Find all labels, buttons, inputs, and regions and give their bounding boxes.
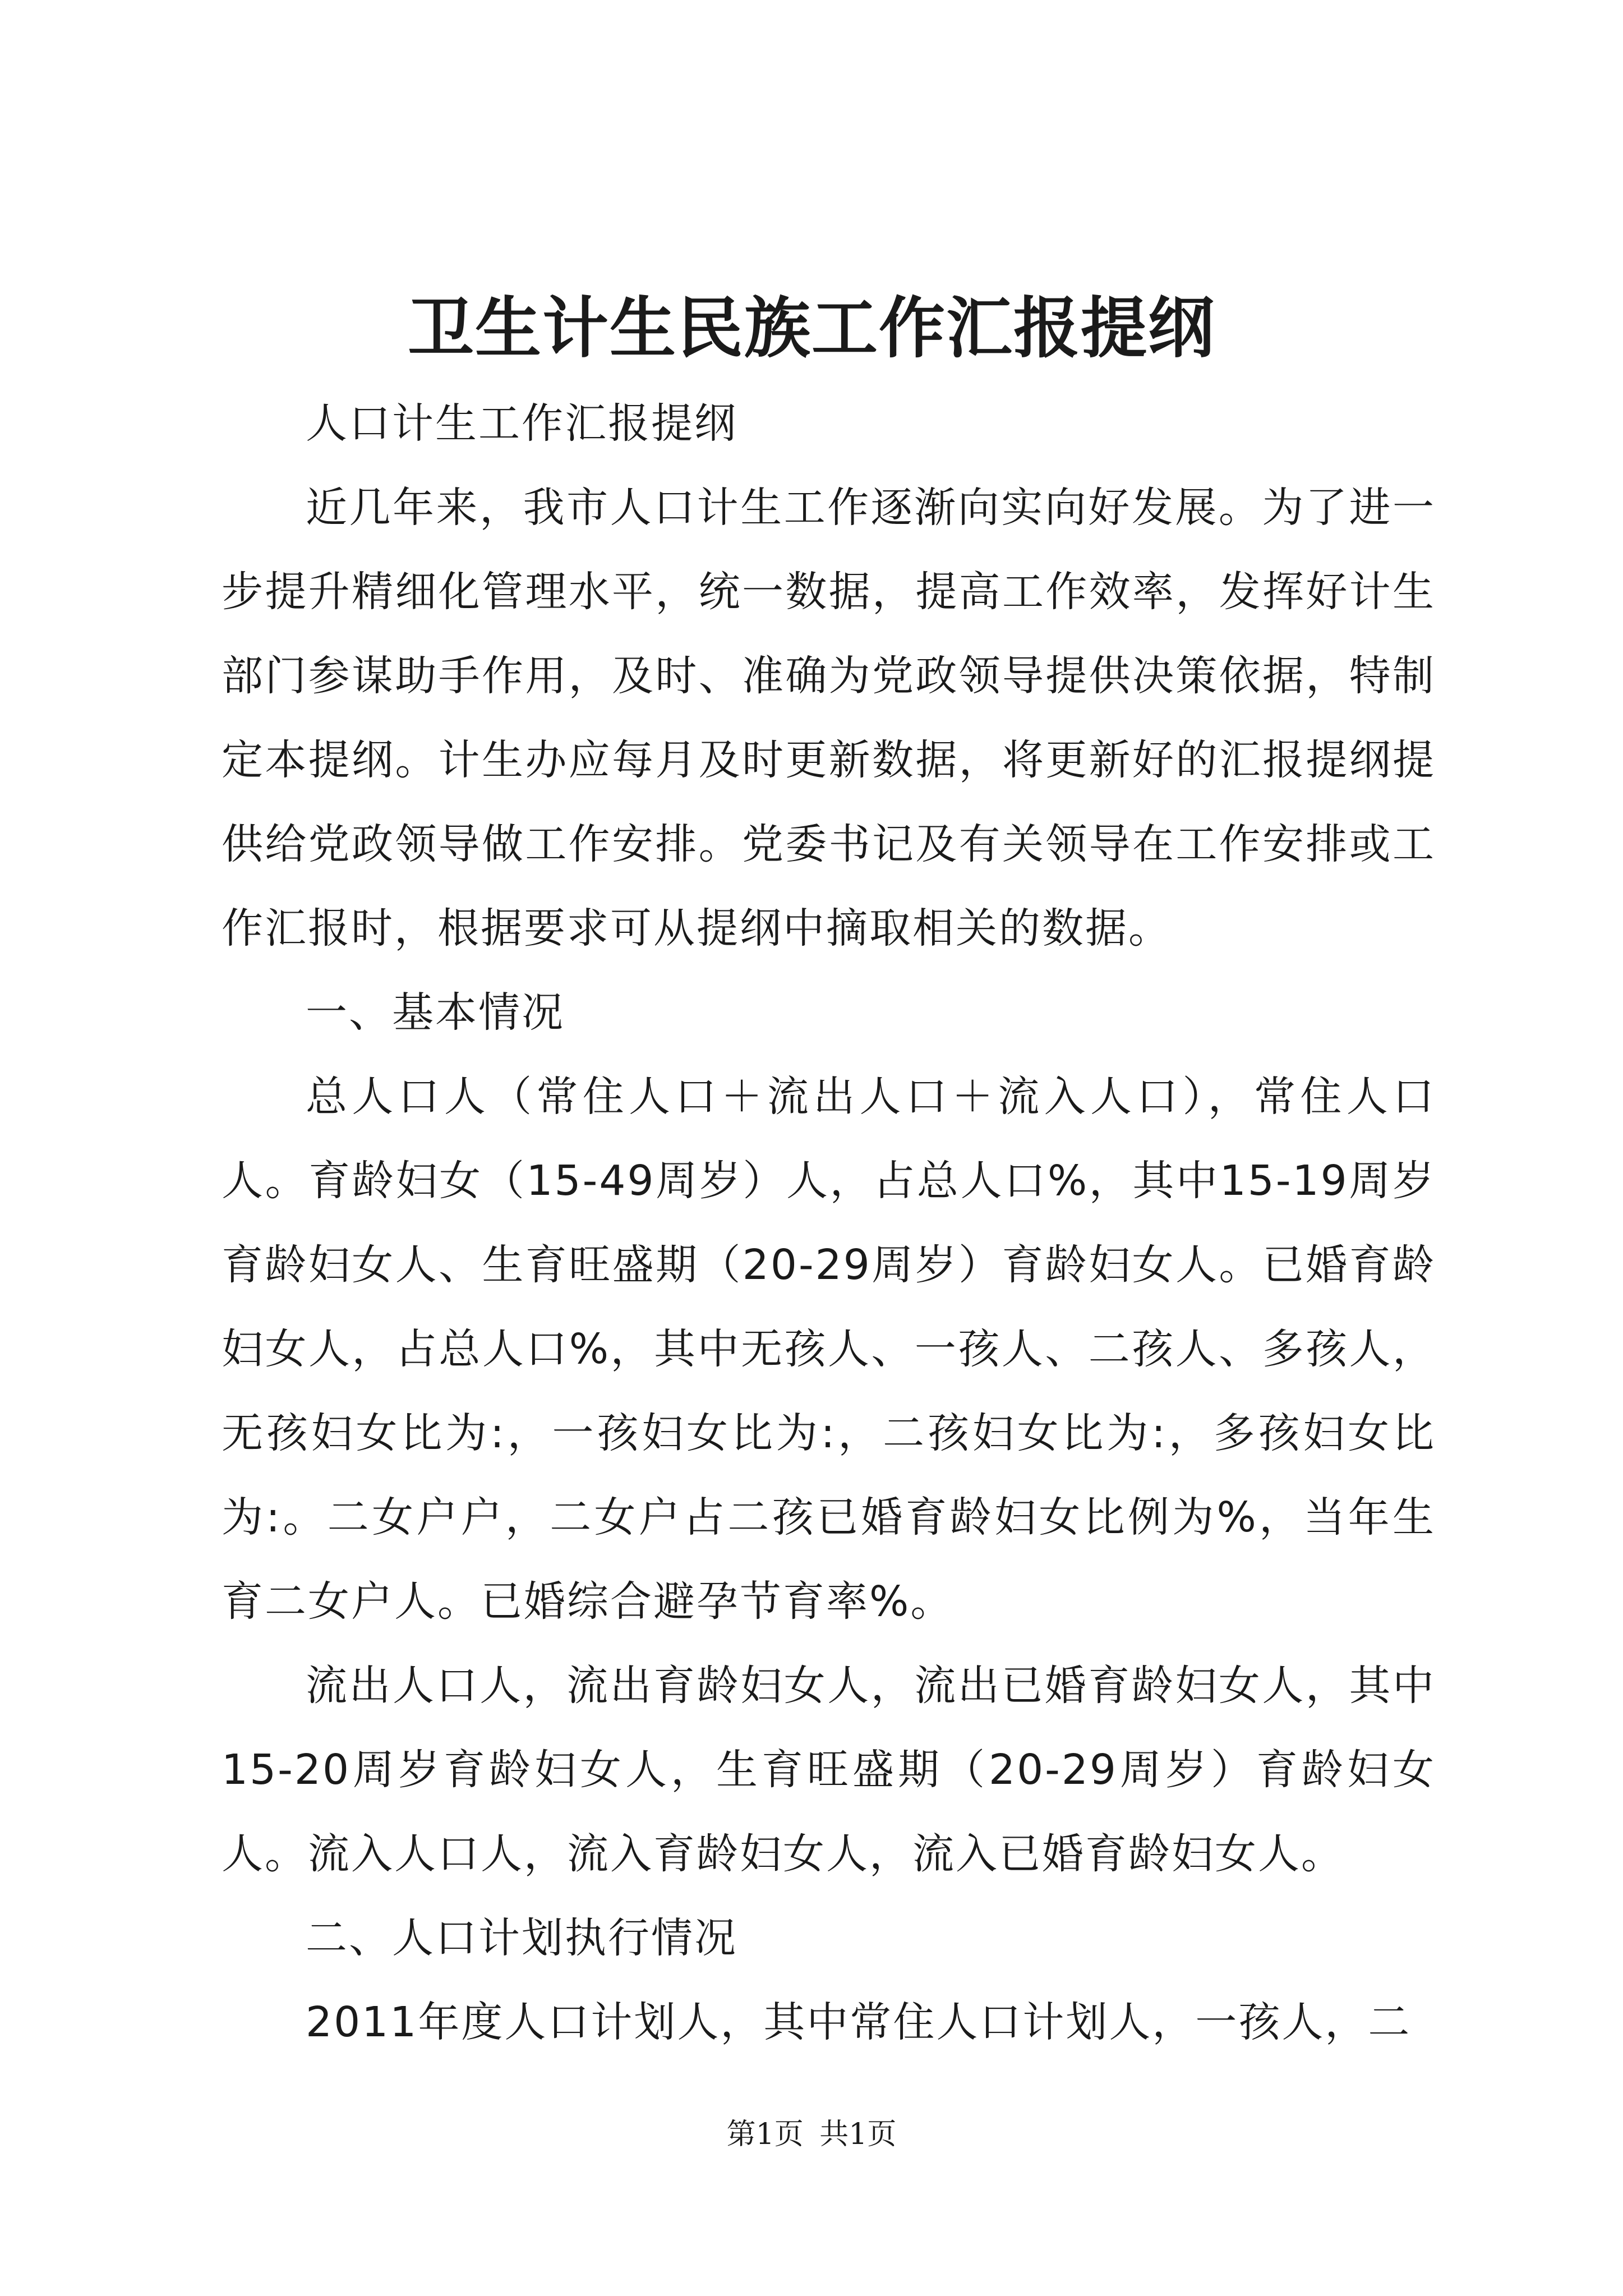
intro-paragraph: 近几年来，我市人口计生工作逐渐向实向好发展。为了进一步提升精细化管理水平，统一数据，提高工作效率，发挥好计生部门参谋助手作用，及时、准确为党政领导提供决策依据，特制定本提纲。计生办应每月及时更新数据，将更新好的汇报提纲提供给党政领导做工作安排。党委书记及有关领导在工作安排或工作汇报时，根据要求可从提纲中摘取相关的数据。 [222,484,1436,953]
document-body [222,381,1436,2064]
page-footer [0,2115,1623,2154]
plan-paragraph: 2011年度人口计划人，其中常住人口计划人，一孩人，二 [306,1998,1412,2046]
subtitle-paragraph: 人口计生工作汇报提纲 [306,399,737,448]
page-number: 第1页 [726,2118,804,2151]
population-paragraph: 总人口人（常住人口＋流出人口＋流入人口），常住人口人。育龄妇女（15-49周岁）人，占总人口%，其中15-19周岁育龄妇女人、生育旺盛期（20-29周岁）育龄妇女人。已婚育龄妇女人，占总人口%，其中无孩人、一孩人、二孩人、多孩人，无孩妇女比为:，一孩妇女比为:，二孩妇女比为:，多孩妇女比为:。二女户户，二女户占二孩已婚育龄妇女比例为%，当年生育二女户人。已婚综合避孕节育率%。 [222,1073,1436,1626]
page-total: 共1页 [819,2118,897,2151]
document-title: 卫生计生民族工作汇报提纲 [407,289,1215,367]
section-heading-basic: 一、基本情况 [306,988,565,1037]
migration-paragraph: 流出人口人，流出育龄妇女人，流出已婚育龄妇女人，其中15-20周岁育龄妇女人，生育旺盛期（20-29周岁）育龄妇女人。流入人口人，流入育龄妇女人，流入已婚育龄妇女人。 [222,1662,1436,1878]
section-heading-plan: 二、人口计划执行情况 [306,1914,737,1962]
